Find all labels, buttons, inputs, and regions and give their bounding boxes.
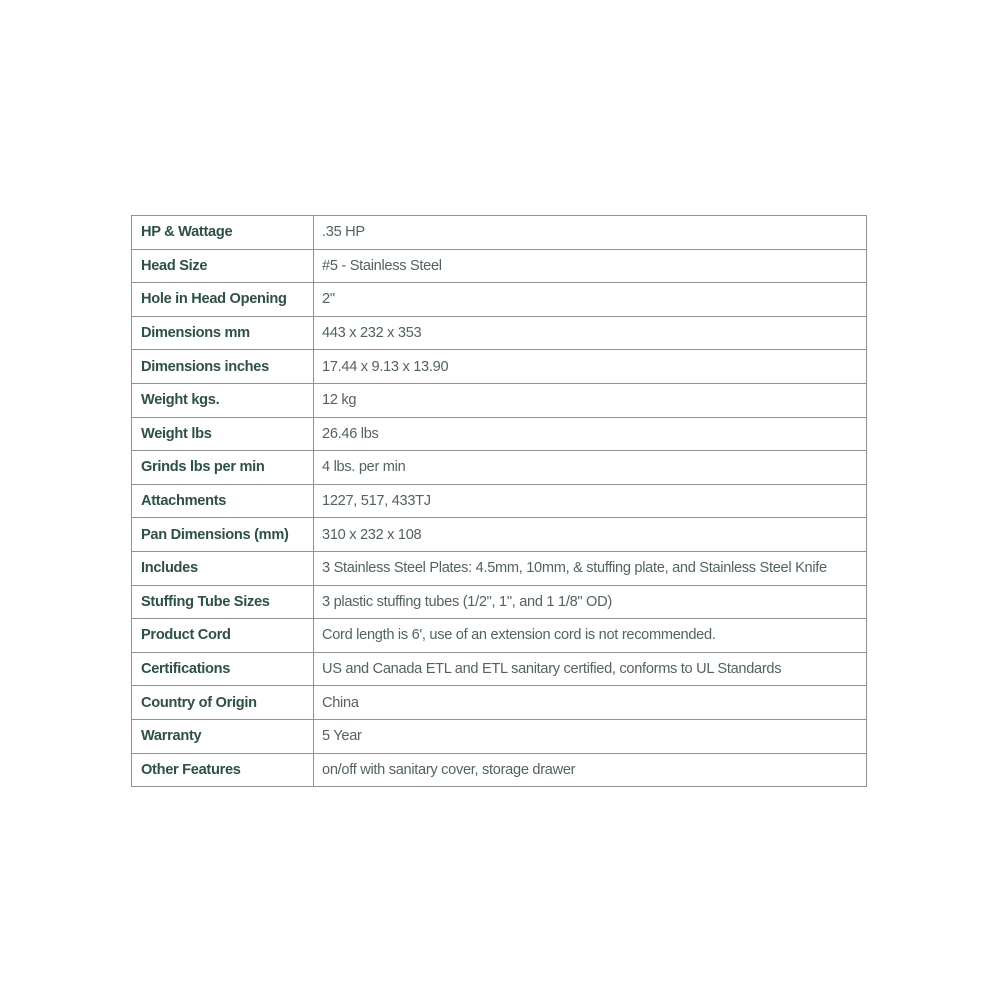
spec-row <box>132 518 867 552</box>
spec-row <box>132 216 867 250</box>
spec-value-cell: on/off with sanitary cover, storage drawer <box>314 753 867 787</box>
spec-value-cell: 26.46 lbs <box>314 417 867 451</box>
spec-label-cell: Weight kgs. <box>132 383 314 417</box>
spec-value-cell: 12 kg <box>314 383 867 417</box>
spec-value-cell: Cord length is 6', use of an extension cord is not recommended. <box>314 619 867 653</box>
spec-value-cell: 4 lbs. per min <box>314 451 867 485</box>
spec-value-cell: 17.44 x 9.13 x 13.90 <box>314 350 867 384</box>
spec-label-cell: Attachments <box>132 484 314 518</box>
spec-value-cell: 1227, 517, 433TJ <box>314 484 867 518</box>
spec-value-cell: .35 HP <box>314 216 867 250</box>
spec-label-cell: Includes <box>132 551 314 585</box>
spec-value-cell: #5 - Stainless Steel <box>314 249 867 283</box>
spec-row <box>132 719 867 753</box>
spec-row <box>132 249 867 283</box>
spec-row <box>132 283 867 317</box>
spec-row <box>132 753 867 787</box>
specifications-table <box>131 215 867 787</box>
spec-value-cell: 443 x 232 x 353 <box>314 316 867 350</box>
specifications-table-body <box>132 216 867 787</box>
spec-label-cell: Warranty <box>132 719 314 753</box>
spec-label-cell: Grinds lbs per min <box>132 451 314 485</box>
spec-label-cell: Hole in Head Opening <box>132 283 314 317</box>
spec-label-cell: Pan Dimensions (mm) <box>132 518 314 552</box>
spec-label-cell: Country of Origin <box>132 686 314 720</box>
spec-value-cell: 3 Stainless Steel Plates: 4.5mm, 10mm, & stuffing plate, and Stainless Steel Knife <box>314 551 867 585</box>
spec-value-cell: 5 Year <box>314 719 867 753</box>
spec-row <box>132 551 867 585</box>
spec-row <box>132 417 867 451</box>
spec-row <box>132 652 867 686</box>
spec-row <box>132 619 867 653</box>
spec-label-cell: Head Size <box>132 249 314 283</box>
spec-value-cell: 2" <box>314 283 867 317</box>
spec-label-cell: Stuffing Tube Sizes <box>132 585 314 619</box>
spec-row <box>132 350 867 384</box>
spec-value-cell: US and Canada ETL and ETL sanitary certified, conforms to UL Standards <box>314 652 867 686</box>
spec-label-cell: Other Features <box>132 753 314 787</box>
spec-label-cell: Dimensions inches <box>132 350 314 384</box>
spec-label-cell: Weight lbs <box>132 417 314 451</box>
spec-row <box>132 316 867 350</box>
spec-value-cell: China <box>314 686 867 720</box>
spec-row <box>132 686 867 720</box>
spec-label-cell: Dimensions mm <box>132 316 314 350</box>
spec-label-cell: HP & Wattage <box>132 216 314 250</box>
spec-row <box>132 383 867 417</box>
spec-label-cell: Certifications <box>132 652 314 686</box>
spec-label-cell: Product Cord <box>132 619 314 653</box>
spec-row <box>132 484 867 518</box>
spec-row <box>132 451 867 485</box>
spec-row <box>132 585 867 619</box>
spec-value-cell: 310 x 232 x 108 <box>314 518 867 552</box>
spec-value-cell: 3 plastic stuffing tubes (1/2", 1", and 1 1/8" OD) <box>314 585 867 619</box>
